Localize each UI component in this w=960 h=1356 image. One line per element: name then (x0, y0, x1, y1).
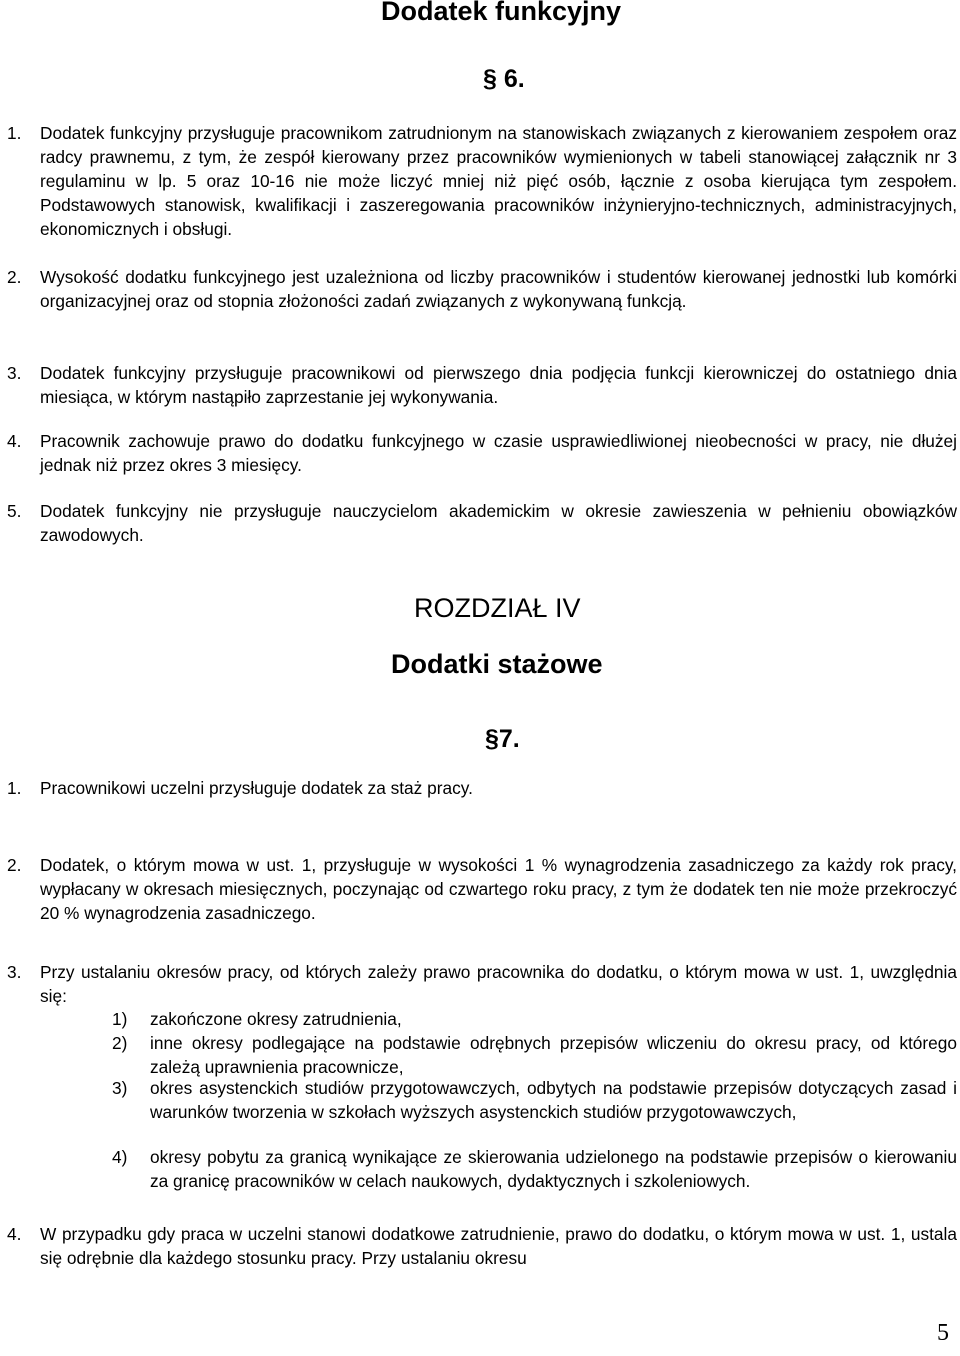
paragraph-text: Pracownikowi uczelni przysługuje dodatek za staż pracy. (40, 778, 473, 798)
s7-item-4 (112, 1145, 957, 1193)
section-7-heading: §7. (485, 725, 520, 753)
s6-paragraph-4 (7, 429, 957, 477)
item-number: 4) (112, 1147, 128, 1167)
paragraph-number: 1. (7, 123, 22, 143)
s6-paragraph-5 (7, 499, 957, 547)
section-6-heading: § 6. (483, 65, 525, 93)
paragraph-number: 3. (7, 962, 22, 982)
s7-item-2 (112, 1031, 957, 1079)
item-number: 2) (112, 1033, 128, 1053)
paragraph-text: Dodatek funkcyjny nie przysługuje nauczycielom akademickim w okresie zawieszenia w pełnieniu obowiązków zawodowych. (40, 501, 957, 545)
paragraph-number: 2. (7, 855, 22, 875)
page-number: 5 (937, 1320, 949, 1346)
paragraph-number: 5. (7, 501, 22, 521)
item-text: inne okresy podlegające na podstawie odrębnych przepisów wliczeniu do okresu pracy, od którego zależą uprawnienia pracownicze, (150, 1033, 957, 1077)
s6-paragraph-3 (7, 361, 957, 409)
item-text: okres asystenckich studiów przygotowawczych, odbytych na podstawie przepisów dotyczących zasad i warunków tworzenia w szkołach wyższych asystenckich studiów przygotowawczych, (150, 1078, 957, 1122)
paragraph-text: Pracownik zachowuje prawo do dodatku funkcyjnego w czasie usprawiedliwionej nieobecności w pracy, nie dłużej jednak niż przez okres 3 miesięcy. (40, 431, 957, 475)
paragraph-text: Dodatek funkcyjny przysługuje pracownikom zatrudnionym na stanowiskach związanych z kierowaniem zespołem oraz radcy prawnemu, z tym, że zespół kierowany przez pracowników wymienionych w tabeli stanowiącej załącznik nr 3 regulaminu w lp. 5 oraz 10-16 nie może liczyć mniej niż pięć osób, łącznie z osoba kierująca tym zespołem. Podstawowych stanowisk, kwalifikacji i zaszeregowania pracowników inżynieryjno-technicznych, administracyjnych, ekonomicznych i obsługi. (40, 123, 957, 239)
s7-paragraph-4 (7, 1222, 957, 1270)
item-text: zakończone okresy zatrudnienia, (150, 1009, 402, 1029)
paragraph-number: 4. (7, 1224, 22, 1244)
item-number: 1) (112, 1009, 128, 1029)
paragraph-number: 3. (7, 363, 22, 383)
item-text: okresy pobytu za granicą wynikające ze skierowania udzielonego na podstawie przepisów o kierowaniu za granicę pracowników w celach naukowych, dydaktycznych i szkoleniowych. (150, 1147, 957, 1191)
paragraph-number: 4. (7, 431, 22, 451)
paragraph-number: 1. (7, 778, 22, 798)
s7-item-3 (112, 1076, 957, 1124)
s6-paragraph-1 (7, 121, 957, 241)
paragraph-text: Wysokość dodatku funkcyjnego jest uzależniona od liczby pracowników i studentów kierowanej jednostki lub komórki organizacyjnej oraz od stopnia złożoności zadań związanych z wykonywaną funkcją. (40, 267, 957, 311)
paragraph-text: Dodatek, o którym mowa w ust. 1, przysługuje w wysokości 1 % wynagrodzenia zasadniczego za każdy rok pracy, wypłacany w okresach miesięcznych, poczynając od czwartego roku pracy, z tym że dodatek ten nie może przekroczyć 20 % wynagrodzenia zasadniczego. (40, 855, 957, 923)
s6-paragraph-2 (7, 265, 957, 313)
paragraph-number: 2. (7, 267, 22, 287)
chapter-label: ROZDZIAŁ IV (414, 593, 581, 623)
paragraph-text: Dodatek funkcyjny przysługuje pracownikowi od pierwszego dnia podjęcia funkcji kierowniczej do ostatniego dnia miesiąca, w którym nastąpiło zaprzestanie jej wykonywania. (40, 363, 957, 407)
s7-paragraph-1 (7, 776, 957, 800)
s7-paragraph-3 (7, 960, 957, 1008)
s7-item-1 (112, 1007, 957, 1031)
paragraph-text: Przy ustalaniu okresów pracy, od których zależy prawo pracownika do dodatku, o którym mowa w ust. 1, uwzględnia się: (40, 962, 957, 1006)
chapter-title: Dodatki stażowe (391, 649, 603, 679)
page-title: Dodatek funkcyjny (381, 0, 622, 26)
item-number: 3) (112, 1078, 128, 1098)
s7-paragraph-2 (7, 853, 957, 925)
paragraph-text: W przypadku gdy praca w uczelni stanowi dodatkowe zatrudnienie, prawo do dodatku, o którym mowa w ust. 1, ustala się odrębnie dla każdego stosunku pracy. Przy ustalaniu okresu (40, 1224, 957, 1268)
